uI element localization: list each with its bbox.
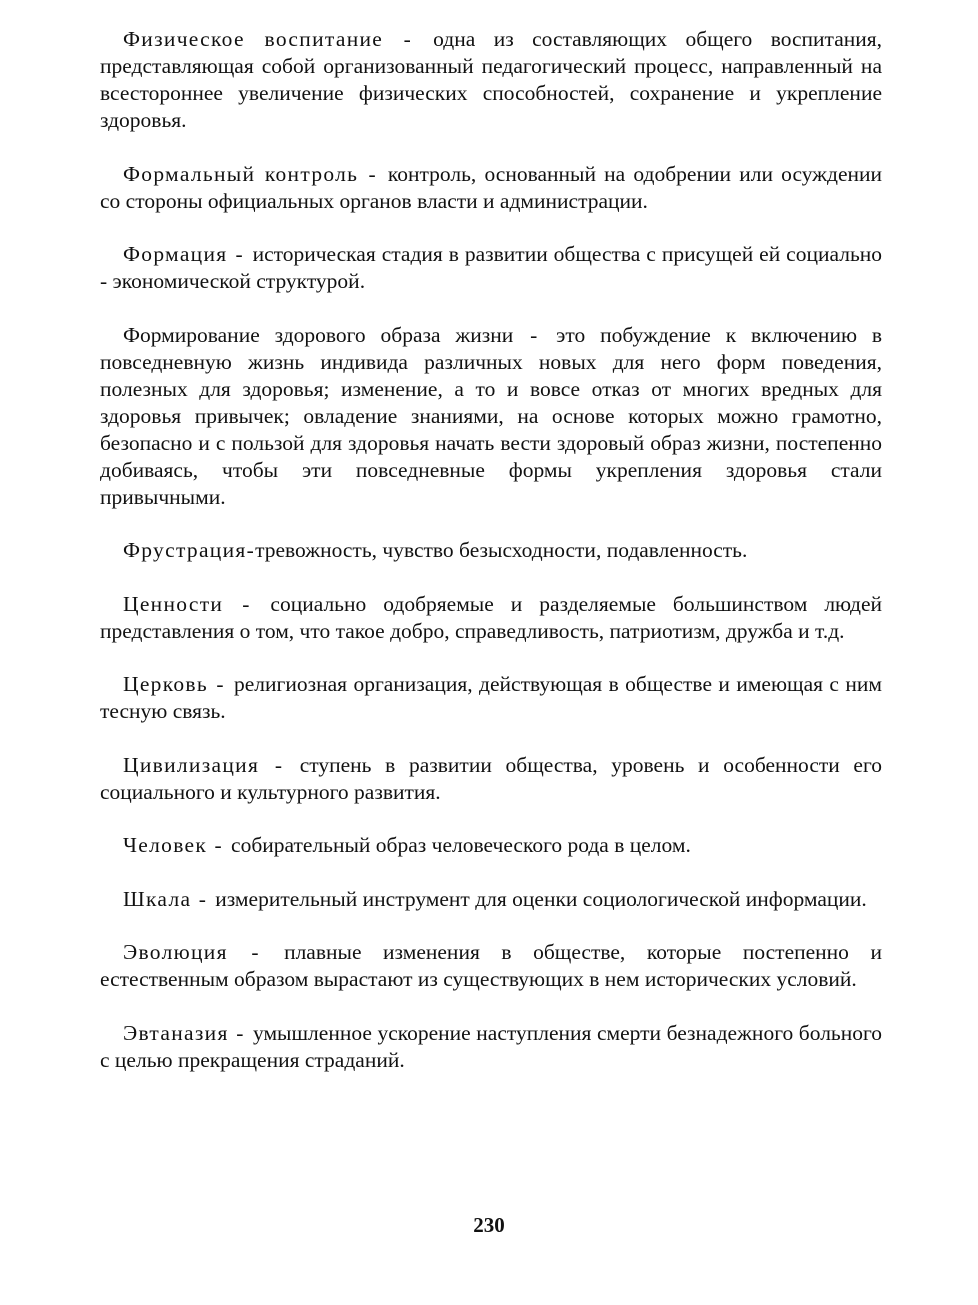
glossary-entry [100, 671, 882, 725]
term-separator: - [403, 27, 411, 51]
term-separator: - [274, 752, 283, 777]
glossary-term: Формирование здорового образа жизни [123, 322, 514, 347]
glossary-definition: измерительный инструмент для оценки социологической информации. [215, 886, 867, 911]
glossary-entry [100, 161, 882, 215]
glossary-entry [100, 752, 882, 806]
glossary-term: Фрустрация [123, 538, 247, 562]
glossary-entry [100, 591, 882, 645]
glossary-entry [100, 241, 882, 295]
glossary-definition: ступень в развитии общества, уровень и особенности его социального и культурного развития. [100, 752, 883, 804]
glossary-entry [100, 886, 882, 913]
glossary-definition: историческая стадия в развитии общества с присущей ей социально - экономической структурой. [100, 242, 882, 293]
glossary-definition: контроль, основанный на одобрении или осуждении со стороны официальных органов власти и администрации. [100, 161, 883, 213]
glossary-term: Эволюция [123, 940, 228, 964]
glossary-term: Шкала [123, 886, 192, 911]
glossary-entry [100, 939, 882, 993]
term-separator: - [216, 672, 224, 696]
glossary-term: Формальный контроль [123, 161, 359, 186]
glossary-definition: это побуждение к включению в повседневную жизнь индивида различных новых для него форм поведения, полезных для здоровья; изменение, а то и вовсе отказ от многих вредных для здоровья привычек; овладение знаниями, на основе которых можно грамотно, безопасно и с пользой для здоровья начать вести здоровый образ жизни, постепенно добиваясь, чтобы эти повседневные формы укрепления здоровья стали привычными. [100, 322, 883, 509]
term-separator: - [368, 161, 376, 186]
glossary-definition: плавные изменения в обществе, которые постепенно и естественным образом вырастают из существующих в нем исторических условий. [100, 940, 882, 991]
glossary-definition: социально одобряемые и разделяемые большинством людей представления о том, что такое добро, справедливость, патриотизм, дружба и т.д. [100, 591, 883, 643]
glossary-definition: умышленное ускорение наступления смерти безнадежного больного с целью прекращения страданий. [100, 1020, 883, 1072]
glossary-term: Физическое воспитание [123, 27, 384, 51]
glossary-entry [100, 537, 882, 564]
glossary-term: Формация [123, 242, 228, 266]
glossary-term: Эвтаназия [123, 1020, 229, 1045]
glossary-term: Цивилизация [123, 752, 260, 777]
glossary-term: Церковь [123, 672, 208, 696]
glossary-definition: собирательный образ человеческого рода в целом. [231, 833, 691, 857]
term-separator: - [246, 538, 256, 562]
glossary-entry [100, 26, 882, 134]
glossary-page [100, 26, 882, 1100]
glossary-entry [100, 322, 882, 511]
term-separator: - [530, 322, 538, 347]
term-separator: - [235, 242, 243, 266]
term-separator: - [242, 591, 250, 616]
glossary-term: Человек [123, 833, 208, 857]
term-separator: - [236, 1020, 244, 1045]
glossary-entry [100, 1020, 882, 1074]
glossary-definition: тревожность, чувство безысходности, подавленность. [255, 538, 748, 562]
glossary-definition: одна из составляющих общего воспитания, представляющая собой организованный педагогический процесс, направленный на всестороннее увеличение физических способностей, сохранение и укрепление здоровья. [100, 27, 883, 132]
term-separator: - [214, 833, 222, 857]
page-number: 230 [473, 1213, 505, 1237]
term-separator: - [198, 886, 206, 911]
glossary-entry [100, 832, 882, 859]
term-separator: - [251, 940, 259, 964]
glossary-term: Ценности [123, 591, 224, 616]
glossary-definition: религиозная организация, действующая в обществе и имеющая с ним тесную связь. [100, 672, 883, 723]
